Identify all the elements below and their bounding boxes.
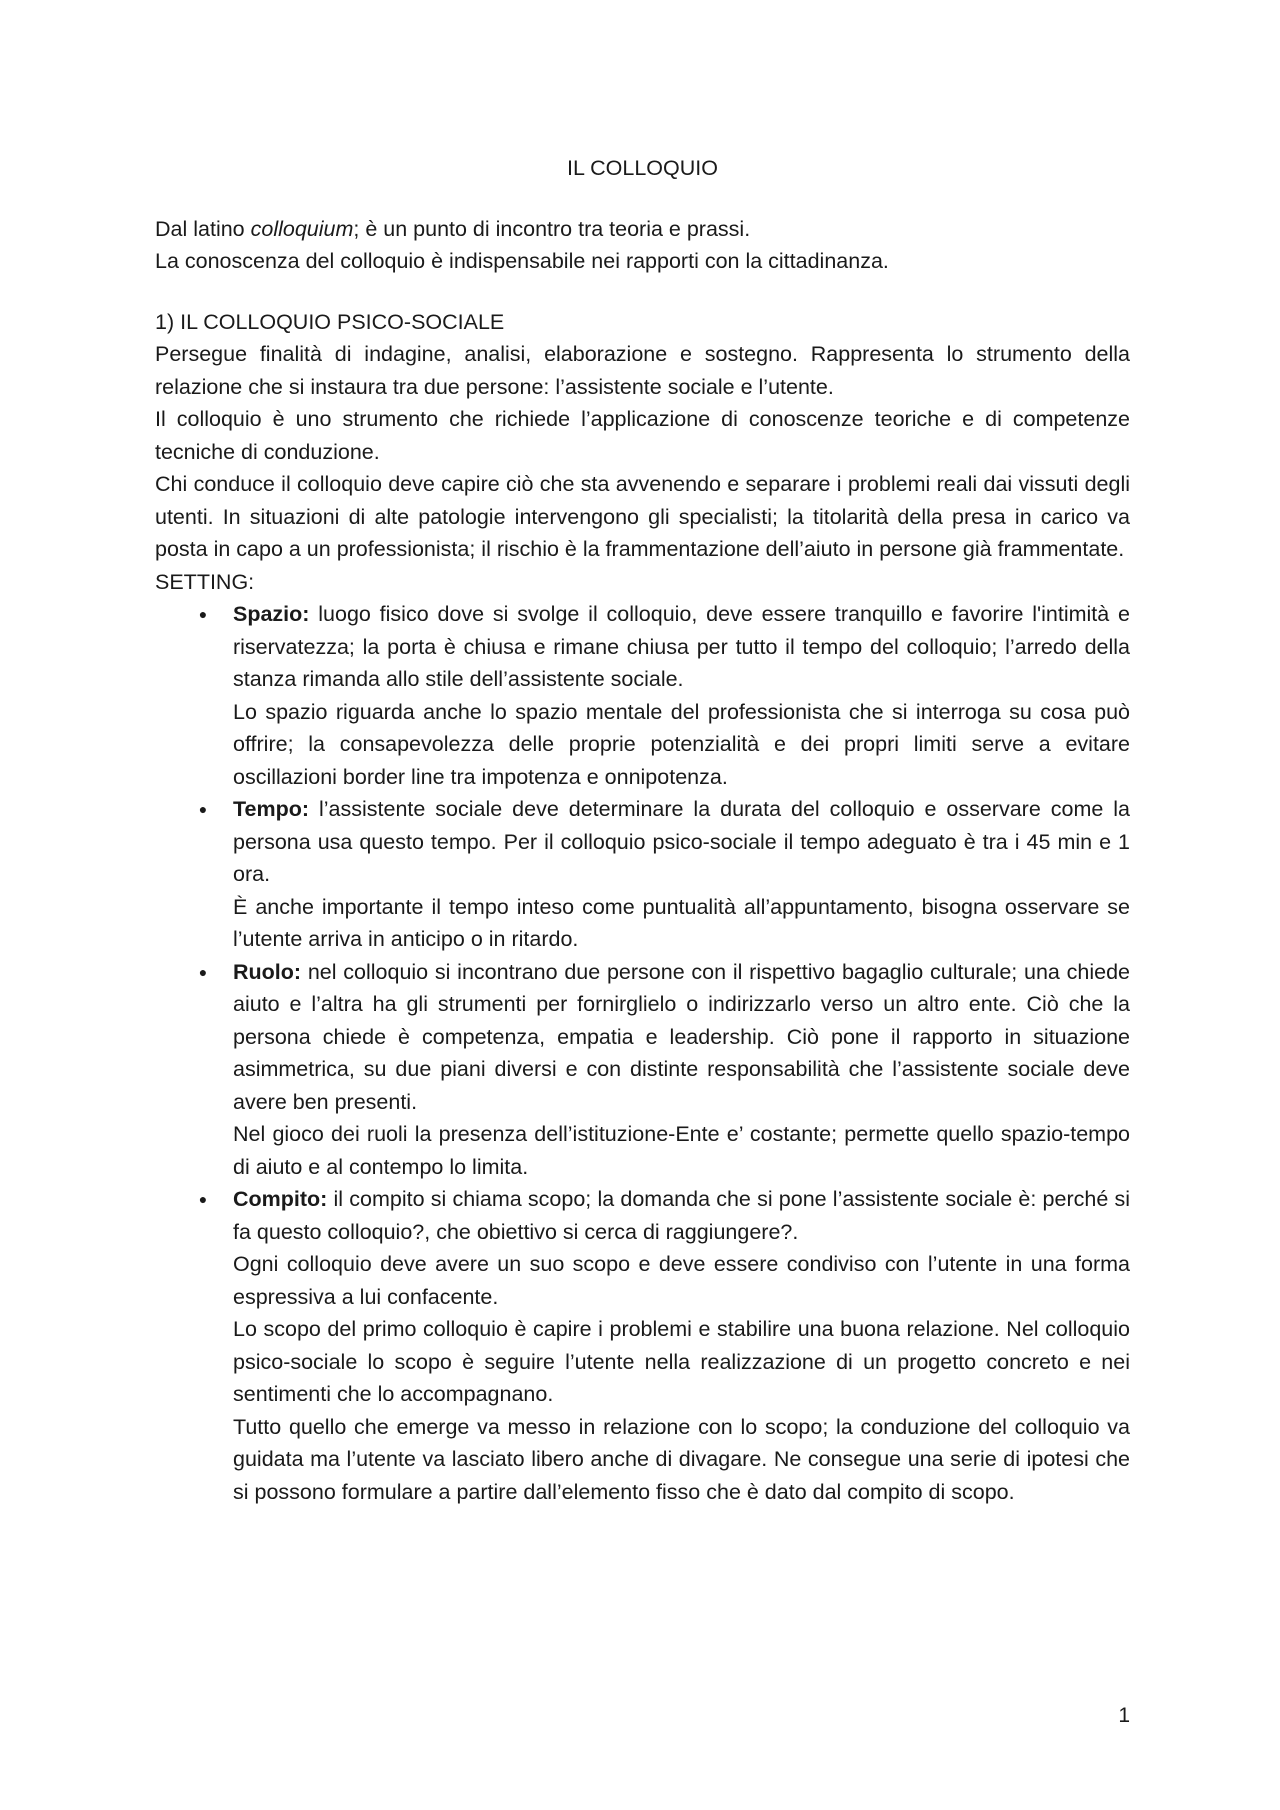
page-content [155,152,1130,1508]
setting-item-spazio [155,598,1130,793]
intro-line-2: La conoscenza del colloquio è indispensabile nei rapporti con la cittadinanza. [155,249,889,273]
setting-item-text [233,1183,1130,1248]
setting-list [155,598,1130,1508]
page-number: 1 [1118,1704,1130,1727]
page-title: IL COLLOQUIO [567,156,718,180]
setting-term: Ruolo: [233,959,302,984]
bullet-icon: ● [198,1191,208,1207]
setting-extra-paragraph: Lo spazio riguarda anche lo spazio mentale del professionista che si interroga su cosa può offrire; la consapevolezza delle proprie potenzialità e dei propri limiti serve a evitare oscillazioni border line tra impotenza e onnipotenza. [233,699,1130,789]
setting-item-text [233,956,1130,1119]
setting-extra-paragraph: Nel gioco dei ruoli la presenza dell’istituzione-Ente e’ costante; permette quello spazio-tempo di aiuto e al contempo lo limita. [233,1122,1130,1179]
setting-item-tempo [155,793,1130,956]
setting-description: l’assistente sociale deve determinare la durata del colloquio e osservare come la persona usa questo tempo. Per il colloquio psico-sociale il tempo adeguato è tra i 45 min e 1 ora. [233,797,1130,886]
intro-line-1 [155,213,1130,246]
bullet-icon: ● [198,606,208,622]
setting-description: nel colloquio si incontrano due persone con il rispettivo bagaglio culturale; una chiede aiuto e l’altra ha gli strumenti per fornirglielo o indirizzarlo verso un altro ente. Ciò che la persona chiede è competenza, empatia e leadership. Ciò pone il rapporto in situazione asimmetrica, su due piani diversi e con distinte responsabilità che l’assistente sociale deve avere ben presenti. [233,959,1130,1114]
setting-term: Spazio: [233,602,310,626]
bullet-icon: ● [198,801,208,817]
setting-term: Tempo: [233,797,310,821]
setting-description: il compito si chiama scopo; la domanda che si pone l’assistente sociale è: perché si fa questo colloquio?, che obiettivo si cerca di raggiungere?. [233,1187,1130,1244]
intro-italic-term: colloquium [250,216,354,241]
setting-term: Compito: [233,1187,328,1211]
setting-item-ruolo [155,956,1130,1184]
section-paragraph: Chi conduce il colloquio deve capire ciò che sta avvenendo e separare i problemi reali dai vissuti degli utenti. In situazioni di alte patologie intervengono gli specialisti; la titolarità della presa in carico va posta in capo a un professionista; il rischio è la frammentazione dell’aiuto in persone già frammentate. [155,472,1130,561]
section-paragraph: Persegue finalità di indagine, analisi, elaborazione e sostegno. Rappresenta lo strumento della relazione che si instaura tra due persone: l’assistente sociale e l’utente. [155,342,1130,399]
setting-extra-paragraph: È anche importante il tempo inteso come puntualità all’appuntamento, bisogna osservare se l’utente arriva in anticipo o in ritardo. [233,894,1130,951]
section-paragraph: Il colloquio è uno strumento che richiede l’applicazione di conoscenze teoriche e di competenze tecniche di conduzione. [155,407,1130,464]
setting-extra-paragraph: Lo scopo del primo colloquio è capire i problemi e stabilire una buona relazione. Nel colloquio psico-sociale lo scopo è seguire l’utente nella realizzazione di un progetto concreto e nei sentimenti che lo accompagnano. [233,1317,1130,1406]
section-heading: 1) IL COLLOQUIO PSICO-SOCIALE [155,309,505,334]
setting-item-text [233,598,1130,696]
intro-text-before: Dal latino [155,216,251,241]
setting-item-compito [155,1183,1130,1508]
setting-description: luogo fisico dove si svolge il colloquio, deve essere tranquillo e favorire l'intimità e riservatezza; la porta è chiusa e rimane chiusa per tutto il tempo del colloquio; l’arredo della stanza rimanda allo stile dell’assistente sociale. [233,602,1130,691]
setting-label: SETTING: [155,569,255,594]
setting-extra-paragraph: Ogni colloquio deve avere un suo scopo e deve essere condiviso con l’utente in una forma espressiva a lui confacente. [233,1252,1130,1309]
intro-text-after: ; è un punto di incontro tra teoria e prassi. [353,216,751,241]
setting-item-text [233,793,1130,891]
bullet-icon: ● [198,963,208,980]
setting-extra-paragraph: Tutto quello che emerge va messo in relazione con lo scopo; la conduzione del colloquio va guidata ma l’utente va lasciato libero anche di divagare. Ne consegue una serie di ipotesi che si possono formulare a partire dall’elemento fisso che è dato dal compito di scopo. [233,1414,1130,1504]
